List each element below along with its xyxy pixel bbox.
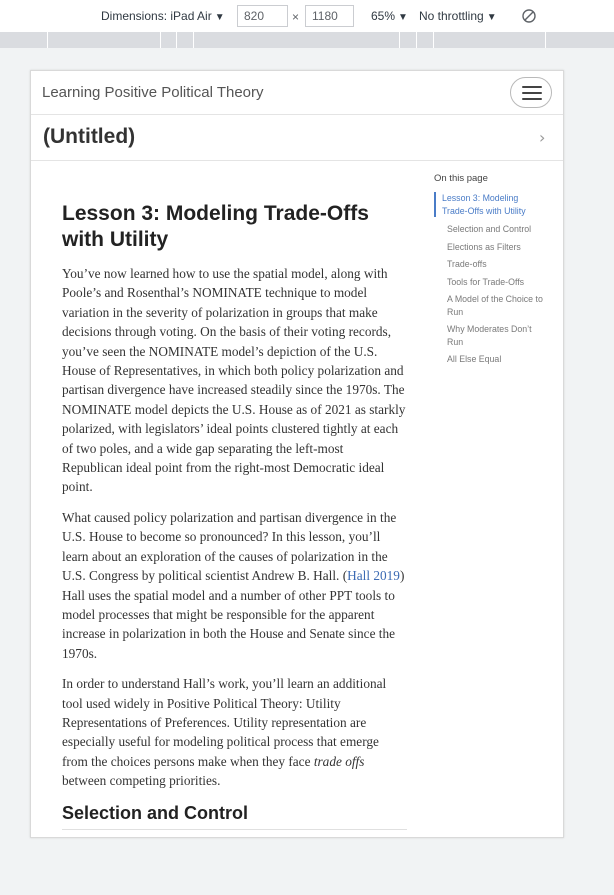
toc-item-tools-for-trade-offs[interactable]: Tools for Trade-Offs (447, 276, 525, 287)
menu-button[interactable] (510, 77, 552, 108)
zoom-label: 65% (371, 9, 396, 23)
rotate-icon[interactable] (521, 8, 537, 24)
devtools-device-toolbar (0, 0, 614, 32)
paragraph-text: In order to understand Hall’s work, you’ll learn an additional tool used widely in Positive Political Theory: Utility Representations of Preferences. Utility representation are especially useful for modeling political process that emerge from the choices persons make when they face (62, 676, 387, 769)
toc-item-lesson-3[interactable]: Lesson 3: Modeling Trade-Offs with Utility (434, 192, 544, 217)
toc-list (434, 192, 544, 366)
toc-item-model-of-choice-to-run[interactable]: A Model of the Choice to Run (447, 294, 543, 317)
chevron-right-icon[interactable]: › (539, 128, 546, 147)
site-title[interactable]: Learning Positive Political Theory (42, 84, 264, 101)
toc-item-selection-and-control[interactable]: Selection and Control (447, 224, 532, 234)
paragraph (62, 674, 407, 790)
paragraph-text: ) Hall uses the spatial model and a number of other PPT tools to model processes that might be responsible for the apparent increase in polarization in both the House and Senate since the 1970s. (62, 568, 405, 661)
paragraph-text: What caused policy polarization and partisan divergence in the U.S. House to become so pronounced? In this lesson, you’ll learn about an exploration of the causes of polarization in the U.S. Congress by political scientist Andrew B. Hall. ( (62, 509, 397, 584)
hamburger-icon-bar (522, 98, 542, 100)
section-heading: Selection and Control (62, 802, 407, 830)
media-query-ruler (0, 32, 614, 48)
dimensions-label: Dimensions: iPad Air (101, 9, 212, 23)
toc-item-why-moderates-dont-run[interactable]: Why Moderates Don’t Run (447, 324, 532, 347)
width-input[interactable]: 820 (237, 5, 288, 27)
chevron-down-icon: ▼ (214, 12, 225, 23)
dimensions-dropdown[interactable] (101, 9, 225, 23)
main-content (62, 201, 407, 830)
page-heading: Lesson 3: Modeling Trade-Offs with Utility (62, 202, 369, 251)
chevron-down-icon: ▼ (398, 12, 408, 23)
throttling-dropdown[interactable] (419, 9, 497, 23)
paragraph (62, 508, 407, 663)
hamburger-icon-bar (522, 92, 542, 94)
height-input[interactable]: 1180 (305, 5, 354, 27)
document-header (31, 115, 563, 161)
citation-link[interactable]: Hall 2019 (347, 568, 400, 584)
toc-item-elections-as-filters[interactable]: Elections as Filters (447, 241, 521, 252)
zoom-dropdown[interactable] (371, 9, 408, 23)
document-title: (Untitled) (43, 125, 136, 148)
emphasis-text: trade offs (313, 753, 365, 769)
top-navbar (31, 71, 563, 115)
toc-item-all-else-equal[interactable]: All Else Equal (447, 354, 502, 364)
toc-heading: On this page (434, 173, 488, 184)
throttling-label: No throttling (419, 9, 484, 23)
paragraph-text: between competing priorities. (62, 773, 221, 789)
device-viewport (30, 70, 564, 838)
toc-item-trade-offs[interactable]: Trade-offs (447, 259, 487, 269)
paragraph: You’ve now learned how to use the spatial model, along with Poole’s and Rosenthal’s NOMINATE technique to model variation in the severity of polarization in groups that make decisions through voting. On the basis of their voting records, you’ve seen the NOMINATE model’s depiction of the U.S. House of Representatives, in which both policy polarization and partisan divergence have increased steadily since the 1970s. The NOMINATE model depicts the U.S. House as of 2021 as starkly polarized, with legislators’ ideal points clustered tightly at each of two poles, and a wide gap separating the left-most Republican ideal point from the right-most Democratic ideal point. (62, 266, 406, 495)
on-this-page-toc (434, 173, 544, 371)
hamburger-icon (522, 86, 542, 88)
chevron-down-icon: ▼ (486, 12, 497, 23)
times-separator: × (292, 10, 300, 24)
